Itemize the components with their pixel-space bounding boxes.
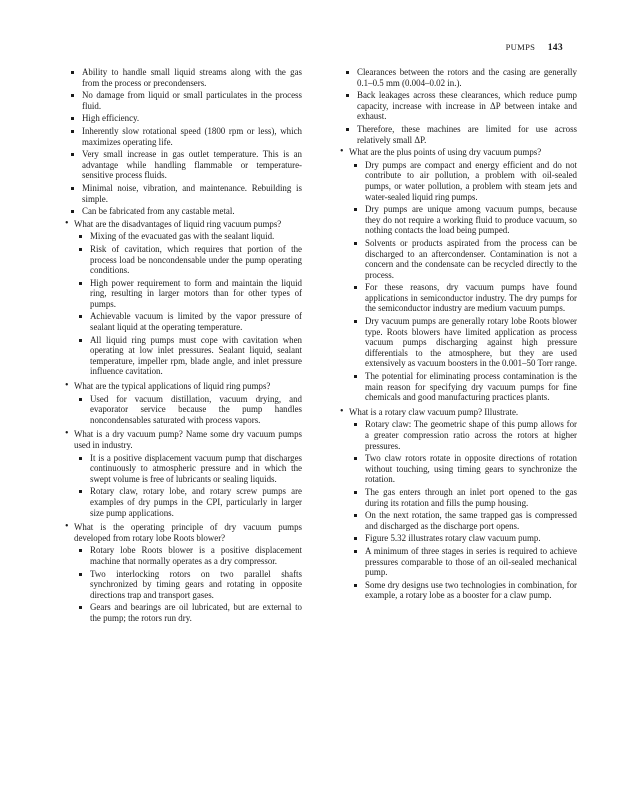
answer-list [74,453,302,519]
question-item [66,522,302,623]
question-text: What is a dry vacuum pump? Name some dry vacuum pumps used in industry. [74,429,302,450]
answer-point: Gears and bearings are oil lubricated, but are external to the pump; the rotors run dry. [74,602,302,623]
answer-point: Rotary claw, rotary lobe, and rotary screw pumps are examples of dry pumps in the CPI, particularly in larger size pump applications. [74,486,302,518]
question-text: What are the disadvantages of liquid ring vacuum pumps? [74,218,282,229]
answer-point: Minimal noise, vibration, and maintenance. Rebuilding is simple. [66,183,302,204]
question-item [341,147,577,403]
answer-list [349,419,577,601]
running-header [506,42,563,53]
right-column [341,67,577,605]
answer-point: High efficiency. [66,113,302,124]
answer-point: Rotary lobe Roots blower is a positive displacement machine that normally operates as a dry compressor. [74,545,302,566]
left-column [66,67,302,628]
page-number: 143 [547,42,563,53]
question-item [66,381,302,425]
answer-point: A minimum of three stages in series is required to achieve pressures comparable to those of an oil-sealed mechanical pump. [349,546,577,578]
answer-point: Ability to handle small liquid streams along with the gas from the process or precondensers. [66,67,302,88]
answer-point: Dry pumps are unique among vacuum pumps, because they do not require a working fluid to produce vacuum, so nothing contacts the load being pumped. [349,204,577,236]
answer-point: Mixing of the evacuated gas with the sealant liquid. [74,231,302,242]
answer-list [74,231,302,377]
answer-point: Risk of cavitation, which requires that portion of the process load be noncondensable under the pump operating conditions. [74,244,302,276]
answer-point: Two claw rotors rotate in opposite directions of rotation without touching, using timing gears to synchronize the rotation. [349,453,577,485]
answer-point: Dry vacuum pumps are generally rotary lobe Roots blower type. Roots blowers have limited application as process vacuum pumps discharging against high pressure differentials to the atmosphere, but they are used extensively as vacuum boosters in the 0.001–50 Torr range. [349,316,577,369]
answer-point: Back leakages across these clearances, which reduce pump capacity, increase with increase in ΔP between intake and exhaust. [341,90,577,122]
answer-point: On the next rotation, the same trapped gas is compressed and discharged as the discharge port opens. [349,510,577,531]
question-text: What is the operating principle of dry vacuum pumps developed from rotary lobe Roots blower? [74,522,302,543]
answer-point: Very small increase in gas outlet temperature. This is an advantage while handling flammable or temperature-sensitive process fluids. [66,149,302,181]
section-title: PUMPS [505,42,536,52]
question-text: What is a rotary claw vacuum pump? Illustrate. [349,406,519,417]
right-list [341,67,577,601]
answer-point: Therefore, these machines are limited for use across relatively small ΔP. [341,124,577,145]
answer-point: Rotary claw: The geometric shape of this pump allows for a greater compression ratio across the rotors at higher pressures. [349,419,577,451]
question-text: What are the plus points of using dry vacuum pumps? [349,147,542,158]
answer-point: High power requirement to form and maintain the liquid ring, resulting in larger motors than for other types of pumps. [74,278,302,310]
answer-list [74,394,302,426]
answer-point: Two interlocking rotors on two parallel shafts synchronized by timing gears and rotating in opposite directions trap and transport gases. [74,569,302,601]
answer-point: No damage from liquid or small particulates in the process fluid. [66,90,302,111]
question-text: What are the typical applications of liquid ring pumps? [74,381,271,392]
question-item [66,219,302,377]
answer-point: Some dry designs use two technologies in combination, for example, a rotary lobe as a booster for a claw pump. [349,580,577,601]
answer-point: Used for vacuum distillation, vacuum drying, and evaporator service because the pump handles noncondensables saturated with process vapors. [74,394,302,426]
answer-point: Can be fabricated from any castable metal. [66,206,302,217]
question-item [66,429,302,518]
left-list [66,67,302,624]
question-item [341,407,577,601]
answer-list [349,160,577,403]
answer-point: Solvents or products aspirated from the process can be discharged to an aftercondenser. Contamination is not a concern and the condensate can be recycled directly to the process. [349,238,577,280]
answer-point: Achievable vacuum is limited by the vapor pressure of sealant liquid at the operating temperature. [74,311,302,332]
answer-point: The potential for eliminating process contamination is the main reason for specifying dry vacuum pumps for fine chemicals and good manufacturing practices plants. [349,371,577,403]
answer-list [74,545,302,623]
answer-point: It is a positive displacement vacuum pump that discharges continuously to atmospheric pressure and in which the swept volume is free of lubricants or sealing liquids. [74,453,302,485]
answer-point: All liquid ring pumps must cope with cavitation when operating at low inlet pressures. Sealant liquid, sealant temperature, impeller rpm, blade angle, and inlet pressure influence cavitation. [74,335,302,377]
answer-point: The gas enters through an inlet port opened to the gas during its rotation and fills the pump housing. [349,487,577,508]
answer-point: Dry pumps are compact and energy efficient and do not contribute to air pollution, a problem with oil-sealed pumps, or water pollution, a problem with steam jets and water-sealed liquid ring pumps. [349,160,577,202]
answer-point: Figure 5.32 illustrates rotary claw vacuum pump. [349,533,577,544]
answer-point: Inherently slow rotational speed (1800 rpm or less), which maximizes operating life. [66,126,302,147]
answer-point: Clearances between the rotors and the casing are generally 0.1–0.5 mm (0.004–0.02 in.). [341,67,577,88]
answer-point: For these reasons, dry vacuum pumps have found applications in semiconductor industry. The dry pumps for the semiconductor industry are medium vacuum pumps. [349,282,577,314]
